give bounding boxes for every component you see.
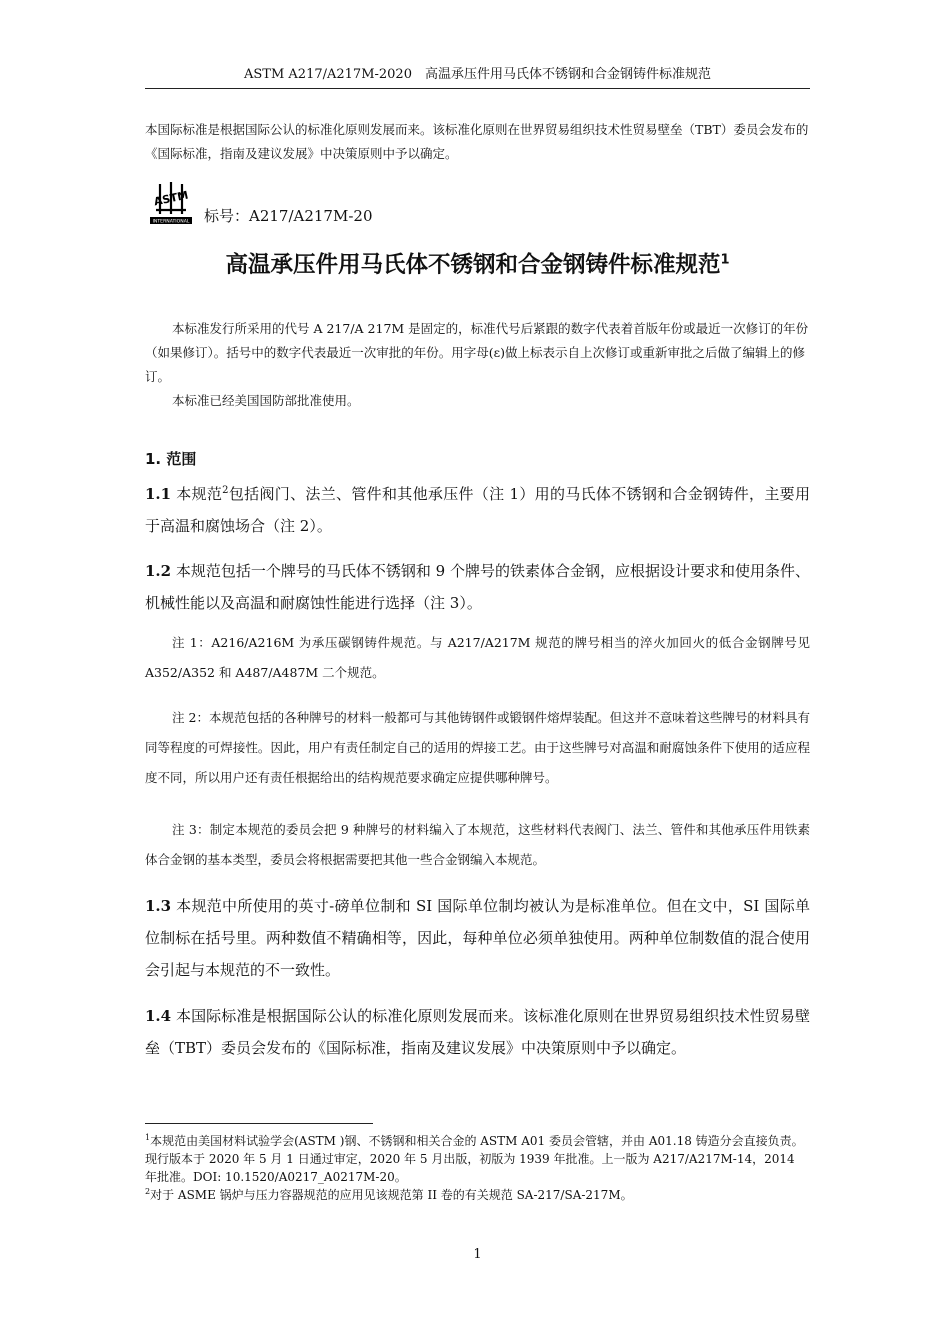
page-number: 1 xyxy=(473,1247,482,1262)
designation: 标号：A217/A217M-20 xyxy=(204,207,373,225)
clause-1-4 xyxy=(145,1000,810,1064)
note-2: 注 2：本规范包括的各种牌号的材料一般都可与其他铸钢件或锻钢件熔焊装配。但这并不意味着这些牌号的材料具有同等程度的可焊接性。因此，用户有责任制定自己的适用的焊接工艺。由于这些牌号对高温和耐腐蚀条件下使用的适应程度不同，所以用户还有责任根据给出的结构规范要求确定应提供哪种牌号。 xyxy=(145,710,810,785)
clause-text-cont: 包括阀门、法兰、管件和其他承压件（注 1）用的马氏体不锈钢和合金钢铸件，主要用于高温和腐蚀场合（注 2）。 xyxy=(145,485,810,535)
footnote-ref-2[interactable]: 2 xyxy=(222,485,229,496)
section-heading-scope: 1. 范围 xyxy=(145,450,197,468)
note-1: 注 1：A216/A216M 为承压碳钢铸件规范。与 A217/A217M 规范的牌号相当的淬火加回火的低合金钢牌号见 A352/A352 和 A487/A487M 二个规范。 xyxy=(145,635,810,680)
clause-number: 1.2 xyxy=(145,562,172,580)
astm-logo-icon xyxy=(148,180,194,226)
clause-number: 1.4 xyxy=(145,1007,172,1025)
footnote-1-continued: 现行版本于 2020 年 5 月 1 日通过审定，2020 年 5 月出版，初版为 1939 年批准。上一版为 A217/A217M-14，2014 年批准。DOI: 10.1520/A0217_A0217M-20。 xyxy=(145,1152,795,1184)
clause-text: 本规范 xyxy=(176,485,223,503)
document-title-text: 高温承压件用马氏体不锈钢和合金钢铸件标准规范 xyxy=(225,252,721,278)
clause-number: 1.3 xyxy=(145,897,172,915)
astm-international-logo xyxy=(148,180,194,226)
clause-text: 本国际标准是根据国际公认的标准化原则发展而来。该标准化原则在世界贸易组织技术性贸易壁垒（TBT）委员会发布的《国际标准，指南及建议发展》中决策原则中予以确定。 xyxy=(145,1007,810,1057)
running-header: ASTM A217/A217M-2020 高温承压件用马氏体不锈钢和合金钢铸件标准规范 xyxy=(244,67,711,82)
footnote-2-text: 对于 ASME 锅炉与压力容器规范的应用见该规范第 II 卷的有关规范 SA-217/SA-217M。 xyxy=(150,1188,633,1202)
clause-1-2 xyxy=(145,555,810,619)
intro-paragraph: 本国际标准是根据国际公认的标准化原则发展而来。该标准化原则在世界贸易组织技术性贸易壁垒（TBT）委员会发布的《国际标准，指南及建议发展》中决策原则中予以确定。 xyxy=(145,122,809,161)
clause-1-1 xyxy=(145,478,810,542)
preface-paragraph-1: 本标准发行所采用的代号 A 217/A 217M 是固定的，标准代号后紧跟的数字代表着首版年份或最近一次修订的年份（如果修订）。括号中的数字代表最近一次审批的年份。用字母(ε)做上标表示自上次修订或重新审批之后做了编辑上的修订。 xyxy=(145,321,809,384)
note-3: 注 3：制定本规范的委员会把 9 种牌号的材料编入了本规范，这些材料代表阀门、法兰、管件和其他承压件用铁素体合金钢的基本类型，委员会将根据需要把其他一些合金钢编入本规范。 xyxy=(145,822,810,867)
clause-text: 本规范包括一个牌号的马氏体不锈钢和 9 个牌号的铁素体合金钢，应根据设计要求和使用条件、机械性能以及高温和耐腐蚀性能进行选择（注 3）。 xyxy=(145,562,810,612)
logo-text-astm: ASTM xyxy=(152,188,190,209)
title-footnote-ref[interactable]: 1 xyxy=(720,252,730,268)
footnote-marker-1: 1 xyxy=(145,1133,151,1142)
preface-paragraph-2: 本标准已经美国国防部批准使用。 xyxy=(172,393,360,408)
preface xyxy=(145,317,810,413)
footnote-1 xyxy=(145,1132,810,1150)
footnotes xyxy=(145,1132,810,1204)
clause-text: 本规范中所使用的英寸-磅单位制和 SI 国际单位制均被认为是标准单位。但在文中，SI 国际单位制标在括号里。两种数值不精确相等，因此，每种单位必须单独使用。两种单位制数值的混合使用会引起与本规范的不一致性。 xyxy=(145,897,810,979)
footnote-1-text: 本规范由美国材料试验学会(ASTM )钢、不锈钢和相关合金的 ASTM A01 委员会管辖，并由 A01.18 铸造分会直接负责。 xyxy=(150,1134,804,1148)
clause-number: 1.1 xyxy=(145,485,172,503)
footnote-divider xyxy=(145,1123,373,1124)
document-title xyxy=(145,248,810,282)
header-divider xyxy=(145,88,810,89)
clause-1-3 xyxy=(145,890,810,986)
footnote-2 xyxy=(145,1186,810,1204)
logo-text-international: INTERNATIONAL xyxy=(152,219,190,225)
footnote-marker-2: 2 xyxy=(145,1187,151,1196)
